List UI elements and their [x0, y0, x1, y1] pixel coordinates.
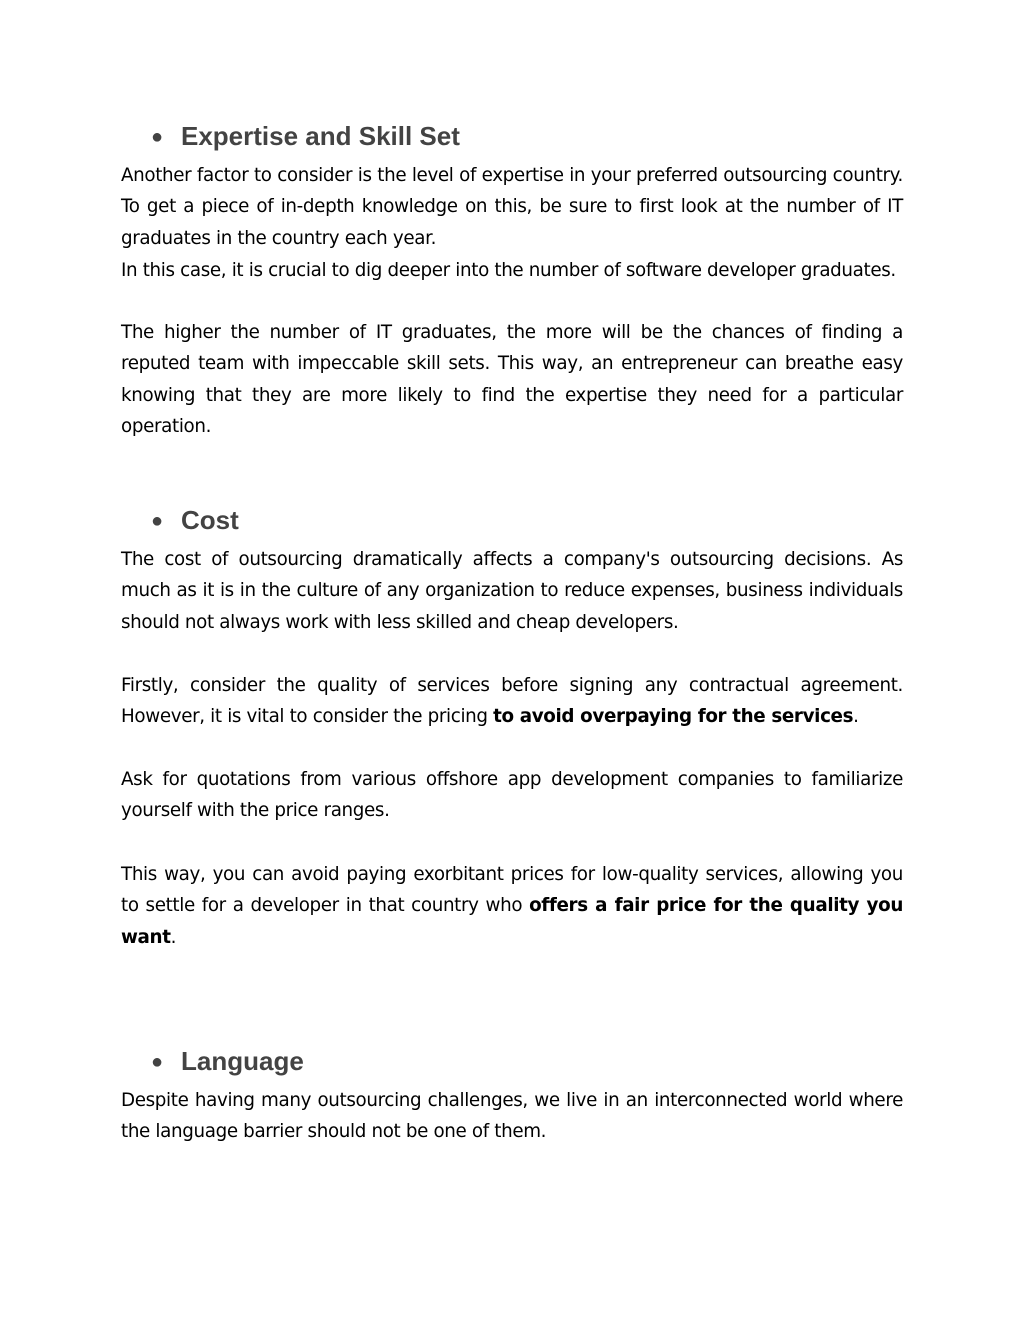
paragraph-text: . [853, 706, 859, 728]
section-heading-text: Expertise and Skill Set [181, 121, 460, 151]
paragraph-text: . [170, 926, 177, 948]
bullet-icon: ● [151, 1051, 164, 1073]
paragraph: Despite having many outsourcing challenges, we live in an interconnected world where the language barrier should not be one of them. [121, 1090, 903, 1143]
paragraph [121, 859, 903, 953]
paragraph: The cost of outsourcing dramatically affects a company's outsourcing decisions. As much as it is in the culture of any organization to reduce expenses, business individuals should not always work with less skilled and cheap developers. [121, 549, 903, 633]
paragraph: Another factor to consider is the level of expertise in your preferred outsourcing country. To get a piece of in-depth knowledge on this, be sure to first look at the number of IT graduates in the country each year. [121, 165, 903, 249]
section-heading-expertise [151, 121, 460, 152]
paragraph-text: This way, you can avoid paying exorbitant prices for low-quality services, allowing you to settle for a developer in that country who [121, 864, 903, 917]
bold-emphasis: to avoid overpaying for the services [493, 706, 854, 728]
bold-emphasis: offers a fair price for the quality you want [121, 895, 903, 948]
paragraph [121, 670, 903, 733]
bullet-icon: ● [151, 510, 164, 532]
paragraph-text: Firstly, consider the quality of services before signing any contractual agreement. However, it is vital to consider the pricing [121, 675, 903, 728]
section-heading-text: Language [181, 1046, 304, 1076]
section-heading-cost [151, 505, 239, 536]
paragraph: Ask for quotations from various offshore app development companies to familiarize yourself with the price ranges. [121, 769, 903, 822]
bullet-icon: ● [151, 126, 164, 148]
paragraph: The higher the number of IT graduates, the more will be the chances of finding a reputed team with impeccable skill sets. This way, an entrepreneur can breathe easy knowing that they are more likely to find the expertise they need for a particular operation. [121, 322, 903, 438]
section-heading-language [151, 1046, 304, 1077]
paragraph: In this case, it is crucial to dig deeper into the number of software developer graduates. [121, 260, 896, 281]
section-heading-text: Cost [181, 505, 239, 535]
